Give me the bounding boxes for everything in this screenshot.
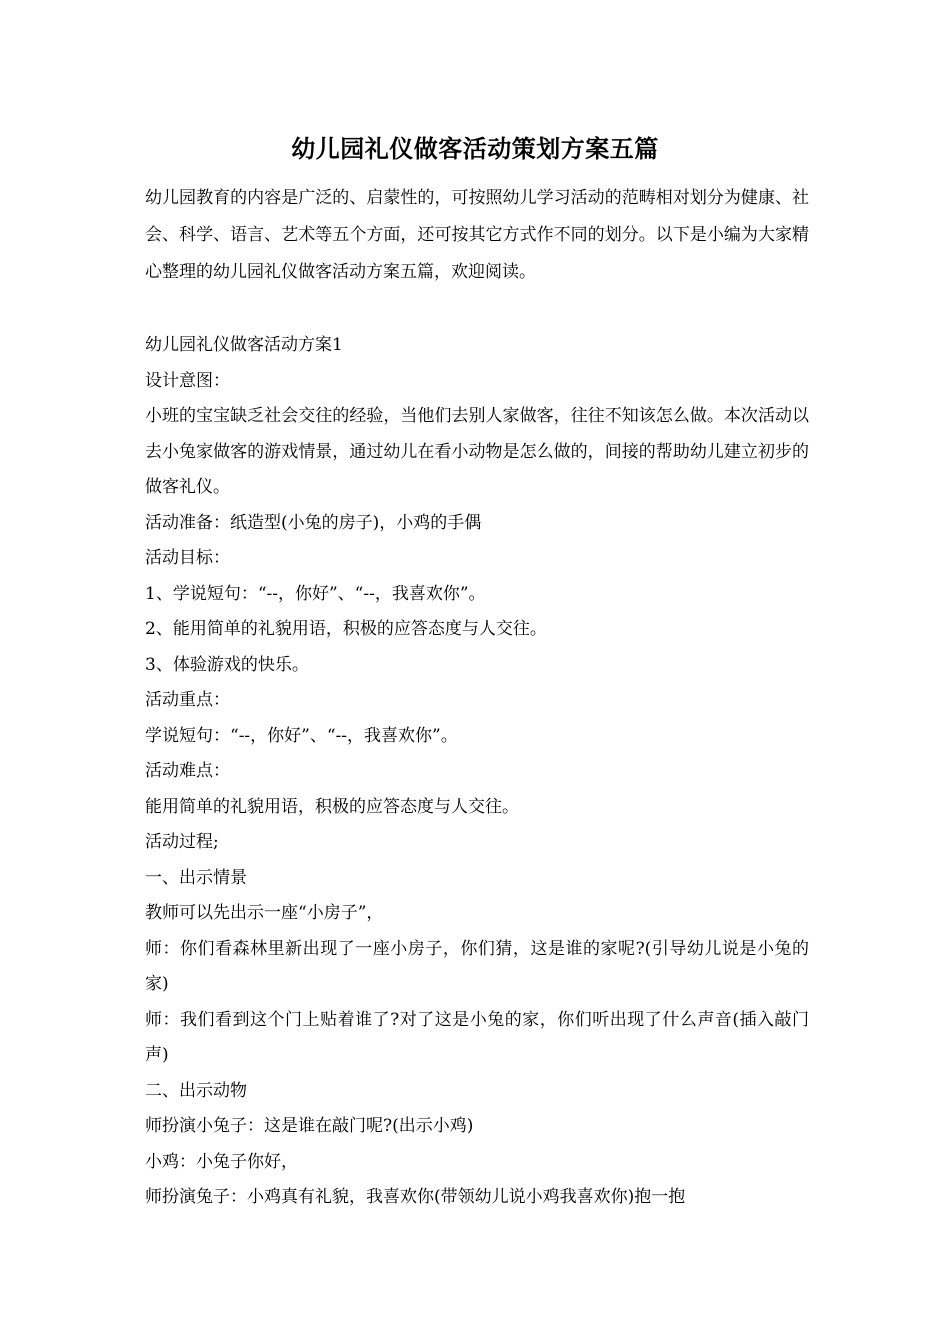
document-title: 幼儿园礼仪做客活动策划方案五篇 (291, 134, 659, 163)
paragraph: 设计意图： (145, 370, 230, 391)
paragraph: 师：我们看到这个门上贴着谁了?对了这是小兔的家，你们听出现了什么声音(插入敲门声) (145, 1009, 809, 1065)
paragraph: 小班的宝宝缺乏社会交往的经验，当他们去别人家做客，往往不知该怎么做。本次活动以去小兔家做客的游戏情景，通过幼儿在看小动物是怎么做的，间接的帮助幼儿建立初步的做客礼仪。 (145, 406, 809, 497)
paragraph: 二、出示动物 (145, 1080, 247, 1101)
paragraph: 活动准备：纸造型(小兔的房子)，小鸡的手偶 (145, 512, 482, 533)
paragraph: 小鸡：小兔子你好， (145, 1151, 298, 1172)
section-heading: 幼儿园礼仪做客活动方案1 (145, 335, 343, 355)
paragraph: 师：你们看森林里新出现了一座小房子，你们猜，这是谁的家呢?(引导幼儿说是小兔的家) (145, 938, 809, 994)
list-item: 2、能用简单的礼貌用语，积极的应答态度与人交往。 (145, 619, 547, 639)
document-body (145, 328, 809, 1216)
intro-paragraph: 幼儿园教育的内容是广泛的、启蒙性的，可按照幼儿学习活动的范畴相对划分为健康、社会、科学、语言、艺术等五个方面，还可按其它方式作不同的划分。以下是小编为大家精心整理的幼儿园礼仪做客活动方案五篇，欢迎阅读。 (145, 188, 809, 282)
paragraph: 师扮演兔子：小鸡真有礼貌，我喜欢你(带领幼儿说小鸡我喜欢你)抱一抱 (145, 1187, 686, 1207)
paragraph: 师扮演小兔子：这是谁在敲门呢?(出示小鸡) (145, 1116, 474, 1136)
paragraph: 一、出示情景 (145, 867, 247, 888)
paragraph: 活动难点： (145, 761, 230, 781)
paragraph: 活动重点： (145, 690, 230, 710)
paragraph: 学说短句：“--，你好”、“--，我喜欢你”。 (145, 725, 458, 746)
paragraph: 教师可以先出示一座“小房子”， (145, 903, 384, 923)
list-item: 1、学说短句：“--，你好”、“--，我喜欢你”。 (145, 583, 486, 604)
paragraph: 活动目标： (145, 548, 230, 568)
list-item: 3、体验游戏的快乐。 (145, 654, 309, 675)
paragraph: 能用简单的礼貌用语，积极的应答态度与人交往。 (145, 796, 519, 817)
paragraph: 活动过程; (145, 832, 219, 852)
